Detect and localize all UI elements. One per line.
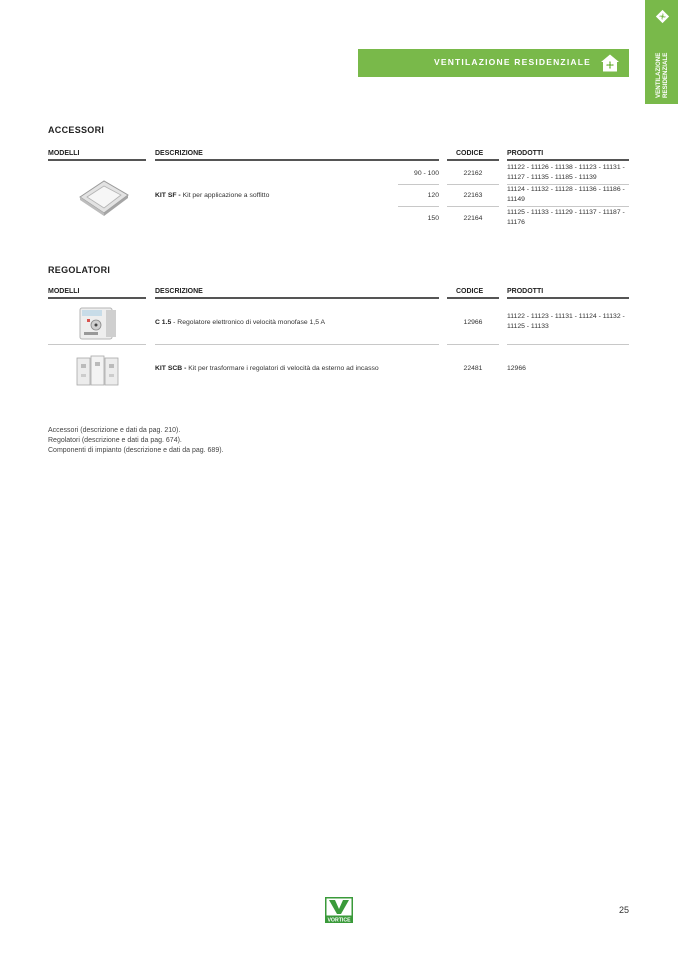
kit-scb-name: KIT SCB - [155,365,187,372]
row-divider [447,206,499,207]
regolatori-header-codice: CODICE [456,288,484,295]
c15-desc: - Regolatore elettronico di velocità monofase 1,5 A [173,319,326,326]
accessori-size: 150 [427,215,439,222]
regolatori-header-rule [507,297,629,299]
accessori-size: 120 [427,192,439,199]
note-line: Componenti di impianto (descrizione e dati da pag. 689). [48,446,224,454]
row-divider [507,206,629,207]
row-divider [48,344,146,345]
accessori-header-prodotti: PRODOTTI [507,150,544,157]
kit-scb-image [74,352,122,388]
notes [48,426,224,455]
kit-scb-description [155,364,379,374]
c15-regulator-image [76,305,120,341]
accessori-header-descrizione: DESCRIZIONE [155,150,203,157]
kit-scb-prodotti: 12966 [507,365,526,372]
regolatori-header-prodotti: PRODOTTI [507,288,544,295]
regolatori-header-rule [447,297,499,299]
row-divider [155,344,439,345]
row-divider [398,184,439,185]
side-section-tab [645,0,678,104]
regolatori-header-rule [48,297,146,299]
accessori-header-rule [447,159,499,161]
fan-diamond-icon [655,9,670,24]
svg-text:VORTICE: VORTICE [327,917,351,923]
row-divider [507,344,629,345]
side-tab-line1: VENTILAZIONE [654,52,662,98]
regolatori-header-modelli: MODELLI [48,288,80,295]
accessori-prodotti: 11125 - 11133 - 11129 - 11137 - 11187 - 11176 [507,209,625,226]
accessori-header-rule [507,159,629,161]
kit-scb-codice: 22481 [463,365,483,372]
regolatori-header-rule [155,297,439,299]
regolatori-header-descrizione: DESCRIZIONE [155,288,203,295]
note-line: Accessori (descrizione e dati da pag. 210). [48,427,181,434]
accessori-prodotti: 11122 - 11126 - 11138 - 11123 - 11131 - 11127 - 11135 - 11185 - 11139 [507,164,625,181]
accessori-codice: 22164 [463,215,483,222]
accessori-codice: 22162 [463,170,483,177]
kit-sf-desc: Kit per applicazione a soffitto [182,192,270,199]
accessori-header-rule [155,159,439,161]
side-tab-label [650,28,674,98]
accessori-size: 90 - 100 [414,170,439,177]
row-divider [447,344,499,345]
kit-sf-image [74,177,132,217]
section-banner [358,49,629,77]
page-number: 25 [618,905,629,915]
accessori-title: ACCESSORI [48,125,105,135]
house-fan-icon [600,53,620,73]
accessori-prodotti: 11124 - 11132 - 11128 - 11136 - 11186 - 11149 [507,186,625,203]
row-divider [447,184,499,185]
side-tab-line2: RESIDENZIALE [662,52,669,98]
c15-description [155,318,325,328]
row-divider [398,206,439,207]
kit-sf-name: KIT SF - [155,192,181,199]
accessori-header-codice: CODICE [456,150,484,157]
note-line: Regolatori (descrizione e dati da pag. 674). [48,436,182,444]
c15-prodotti: 11122 - 11123 - 11131 - 11124 - 11132 - 11125 - 11133 [507,313,625,330]
c15-codice: 12966 [463,319,483,326]
kit-sf-description [155,191,269,201]
accessori-header-modelli: MODELLI [48,150,80,157]
banner-title: VENTILAZIONE RESIDENZIALE [433,57,591,67]
accessori-codice: 22163 [463,192,483,199]
vortice-logo [325,897,353,923]
regolatori-title: REGOLATORI [48,265,111,275]
c15-name: C 1.5 [155,319,172,326]
kit-scb-desc: Kit per trasformare i regolatori di velocità da esterno ad incasso [188,365,379,372]
accessori-header-rule [48,159,146,161]
